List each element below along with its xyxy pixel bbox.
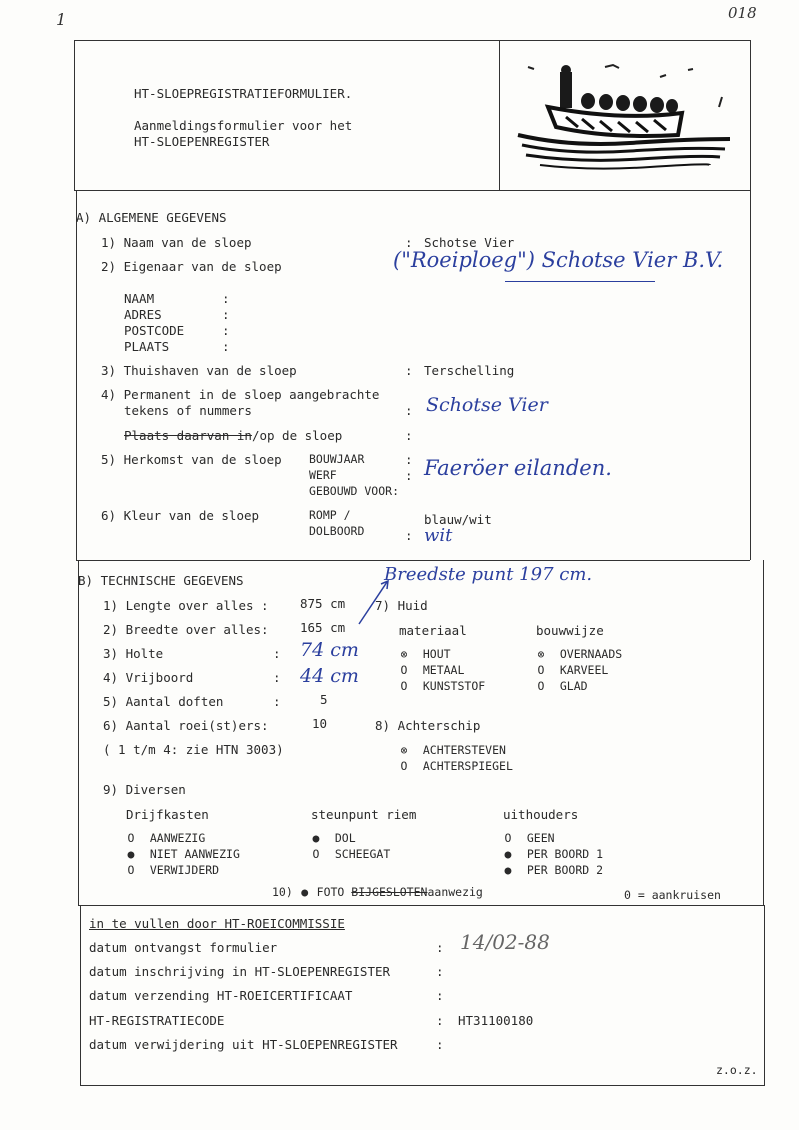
huid-materiaal-header: materiaal: [399, 623, 467, 638]
form-subtitle-2: HT-SLOEPENREGISTER: [134, 134, 270, 149]
foto-label: FOTO: [316, 885, 345, 899]
huid-overnaads-label: OVERNAADS: [559, 647, 623, 661]
q2-label: 2) Eigenaar van de sloep: [101, 259, 282, 274]
q1-value: Schotse Vier: [424, 235, 515, 250]
checkbox-achtersteven: ⊗: [400, 743, 408, 757]
q4-sub-label: [124, 430, 342, 443]
commission-row-4-label: HT-REGISTRATIECODE: [89, 1013, 225, 1028]
commission-colon-5: :: [436, 1037, 444, 1052]
rowing-boat-illustration: [510, 55, 740, 180]
per-boord-2-label: PER BOORD 2: [526, 863, 604, 877]
huid-kunststof-label: KUNSTSTOF: [422, 679, 486, 693]
commission-row-5-label: datum verwijdering uit HT-SLOEPENREGISTER: [89, 1037, 398, 1052]
checkbox-foto: ●: [301, 885, 309, 899]
achterschip-achtersteven: [399, 745, 506, 757]
frame-right-c: [764, 905, 765, 1085]
huid-bouwwijze-header: bouwwijze: [536, 623, 604, 638]
uithouders-per-boord-2: [503, 865, 603, 877]
form-title: HT-SLOEPREGISTRATIEFORMULIER.: [134, 86, 353, 101]
q5-label: 5) Herkomst van de sloep: [101, 452, 282, 467]
diversen-label: 9) Diversen: [103, 782, 186, 797]
checkbox-geen: O: [504, 831, 512, 845]
q6-handwritten-dolboord: wit: [424, 525, 453, 546]
huid-bouwwijze-karveel: [536, 665, 608, 677]
q6-label: 6) Kleur van de sloep: [101, 508, 260, 523]
checkbox-niet-aanwezig: ●: [127, 847, 135, 861]
drijfkasten-header: Drijfkasten: [126, 807, 209, 822]
huid-bouwwijze-overnaads: [536, 649, 622, 661]
frame-left-c: [80, 905, 81, 1085]
geen-label: GEEN: [526, 831, 555, 845]
foto-rest: aanwezig: [427, 885, 483, 899]
commission-row-1-label: datum ontvangst formulier: [89, 940, 278, 955]
drijfkasten-niet-aanwezig: [126, 849, 240, 861]
section-b-heading: B) TECHNISCHE GEGEVENS: [78, 573, 244, 588]
steunpunt-dol: [311, 833, 356, 845]
checkbox-scheegat: O: [312, 847, 320, 861]
q5-werf: WERF: [309, 468, 337, 482]
verwijderd-label: VERWIJDERD: [149, 863, 220, 877]
checkbox-achterspiegel: O: [400, 759, 408, 773]
commission-date-handwritten: 14/02-88: [460, 930, 550, 954]
b-row-4-value: 44 cm: [300, 665, 359, 687]
b-row-4-colon: :: [273, 670, 281, 685]
drijfkasten-verwijderd: [126, 865, 219, 877]
checkbox-aanwezig: O: [127, 831, 135, 845]
frame-right-header: [750, 40, 751, 190]
q5-handwritten-origin: Faeröer eilanden.: [424, 456, 612, 480]
q4-colon: :: [405, 403, 413, 418]
q5-colon-1: :: [405, 452, 413, 467]
checkbox-per-boord-1: ●: [504, 847, 512, 861]
legend-aankruisen: 0 = aankruisen: [624, 888, 721, 902]
q6-romp: ROMP /: [309, 508, 351, 522]
owner-field-naam: NAAM: [124, 291, 155, 306]
b-row-2-label: 2) Breedte over alles:: [103, 622, 269, 637]
q4-label-1: 4) Permanent in de sloep aangebrachte: [101, 387, 380, 402]
q1-label: 1) Naam van de sloep: [101, 235, 252, 250]
frame-a-bottom: [76, 560, 750, 561]
commission-row-2-label: datum inschrijving in HT-SLOEPENREGISTER: [89, 964, 391, 979]
b-row-5-value: 5: [320, 692, 328, 707]
checkbox-metaal: O: [400, 663, 408, 677]
frame-right-a: [750, 190, 751, 560]
b-row-1-label: 1) Lengte over alles :: [103, 598, 269, 613]
q3-value: Terschelling: [424, 363, 515, 378]
frame-header-divider: [499, 40, 500, 190]
commission-colon-3: :: [436, 988, 444, 1003]
owner-field-postcode: POSTCODE: [124, 323, 185, 338]
q4-sub-colon: :: [405, 428, 413, 443]
commission-heading: in te vullen door HT-ROEICOMMISSIE: [89, 916, 345, 931]
owner-field-plaats: PLAATS: [124, 339, 170, 354]
achterschip-label: 8) Achterschip: [375, 718, 481, 733]
b-row-5-colon: :: [273, 694, 281, 709]
frame-b-bottom: [78, 905, 764, 906]
drijfkasten-aanwezig: [126, 833, 205, 845]
corner-mark-left: 1: [56, 10, 67, 29]
huid-metaal-label: METAAL: [422, 663, 465, 677]
q2-handwritten-owner: ("Roeiploeg") Schotse Vier B.V.: [393, 248, 724, 272]
owner-colon-3: :: [222, 323, 230, 338]
corner-page-number: 018: [728, 4, 757, 22]
huid-materiaal-kunststof: [399, 681, 485, 693]
breedste-note: Breedste punt 197 cm.: [384, 564, 593, 585]
q4-sub-struck: Plaats daarvan in: [124, 428, 252, 443]
checkbox-karveel: O: [537, 663, 545, 677]
frame-left-header: [74, 40, 75, 190]
checkbox-kunststof: O: [400, 679, 408, 693]
b-row-3-label: 3) Holte: [103, 646, 164, 661]
checkbox-glad: O: [537, 679, 545, 693]
achterspiegel-label: ACHTERSPIEGEL: [422, 759, 513, 773]
q5-colon-2: :: [405, 468, 413, 483]
q4-label-2: tekens of nummers: [124, 403, 252, 418]
achtersteven-label: ACHTERSTEVEN: [422, 743, 506, 757]
checkbox-dol: ●: [312, 831, 320, 845]
q5-bouwjaar: BOUWJAAR: [309, 452, 365, 466]
niet-aanwezig-label: NIET AANWEZIG: [149, 847, 240, 861]
commission-colon-1: :: [436, 940, 444, 955]
frame-top: [74, 40, 750, 41]
section-a-heading: A) ALGEMENE GEGEVENS: [76, 210, 227, 225]
frame-left-b: [78, 560, 79, 905]
uithouders-per-boord-1: [503, 849, 603, 861]
owner-colon-1: :: [222, 291, 230, 306]
foto-row: [272, 887, 483, 899]
huid-label: 7) Huid: [375, 598, 428, 613]
huid-glad-label: GLAD: [559, 679, 588, 693]
q3-label: 3) Thuishaven van de sloep: [101, 363, 297, 378]
steunpunt-scheegat: [311, 849, 390, 861]
b-row-4-label: 4) Vrijboord: [103, 670, 194, 685]
q2-owner-underline: [505, 281, 655, 282]
q4-sub-rest: /op de sloep: [251, 428, 343, 443]
b-row-3-colon: :: [273, 646, 281, 661]
uithouders-geen: [503, 833, 555, 845]
huid-materiaal-metaal: [399, 665, 464, 677]
q6-colon: :: [405, 528, 413, 543]
frame-right-b: [763, 560, 764, 905]
per-boord-1-label: PER BOORD 1: [526, 847, 604, 861]
b-row-6-label: 6) Aantal roei(st)ers:: [103, 718, 269, 733]
b-row-1-value: 875 cm: [300, 596, 346, 611]
form-subtitle-1: Aanmeldingsformulier voor het: [134, 118, 353, 133]
foto-struck: BIJGESLOTEN: [351, 885, 428, 899]
frame-c-bottom: [80, 1085, 765, 1086]
huid-karveel-label: KARVEEL: [559, 663, 609, 677]
huid-hout-label: HOUT: [422, 647, 451, 661]
footer-zoz: z.o.z.: [716, 1063, 758, 1077]
achterschip-achterspiegel: [399, 761, 513, 773]
foto-number: 10): [272, 885, 293, 899]
b-row-2-value: 165 cm: [300, 620, 346, 635]
q1-colon: :: [405, 235, 413, 250]
uithouders-header: uithouders: [503, 807, 579, 822]
checkbox-overnaads: ⊗: [537, 647, 545, 661]
huid-bouwwijze-glad: [536, 681, 588, 693]
aanwezig-label: AANWEZIG: [149, 831, 206, 845]
checkbox-per-boord-2: ●: [504, 863, 512, 877]
registratiecode-value: HT31100180: [458, 1013, 534, 1028]
q5-gebouwd-voor: GEBOUWD VOOR:: [309, 484, 400, 498]
scheegat-label: SCHEEGAT: [334, 847, 391, 861]
q6-value-romp: blauw/wit: [424, 512, 492, 527]
b-rows-note: ( 1 t/m 4: zie HTN 3003): [103, 742, 284, 757]
owner-colon-4: :: [222, 339, 230, 354]
commission-colon-4: :: [436, 1013, 444, 1028]
b-row-6-value: 10: [312, 716, 328, 731]
steunpunt-header: steunpunt riem: [311, 807, 417, 822]
dol-label: DOL: [334, 831, 356, 845]
owner-colon-2: :: [222, 307, 230, 322]
checkbox-verwijderd: O: [127, 863, 135, 877]
checkbox-hout: ⊗: [400, 647, 408, 661]
q4-handwritten: Schotse Vier: [426, 394, 548, 416]
owner-field-adres: ADRES: [124, 307, 162, 322]
frame-left-a: [76, 190, 77, 560]
commission-colon-2: :: [436, 964, 444, 979]
huid-materiaal-hout: [399, 649, 451, 661]
frame-header-bottom: [74, 190, 750, 191]
b-row-3-value: 74 cm: [300, 639, 359, 661]
b-row-5-label: 5) Aantal doften: [103, 694, 224, 709]
q6-dolboord: DOLBOORD: [309, 524, 365, 538]
commission-row-3-label: datum verzending HT-ROEICERTIFICAAT: [89, 988, 353, 1003]
q3-colon: :: [405, 363, 413, 378]
